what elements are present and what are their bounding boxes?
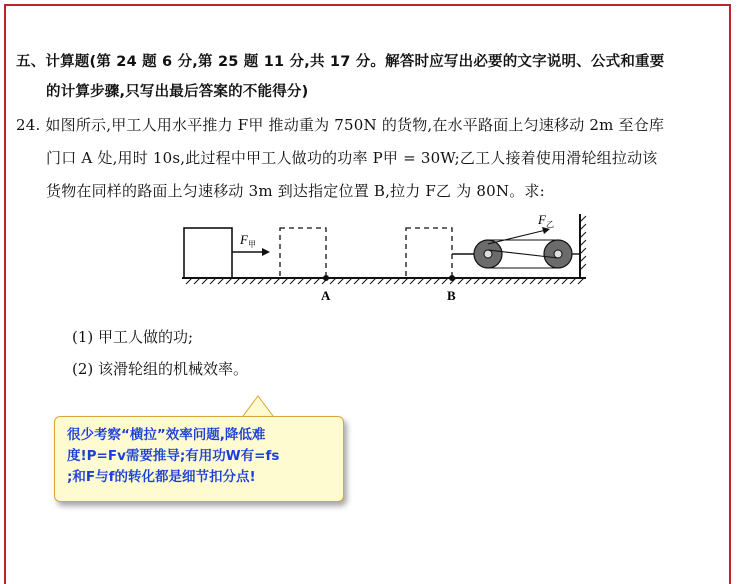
point-b-label: B <box>447 288 456 303</box>
question-1: (1) 甲工人做的功; <box>72 328 194 346</box>
problem-line-2: 门口 A 处,用时 10s,此过程中甲工人做功的功率 P甲 = 30W;乙工人接着使用滑轮组拉动该 <box>46 149 658 167</box>
question-2: (2) 该滑轮组的机械效率。 <box>72 360 249 378</box>
force-label-b: $F_乙$ <box>538 212 554 229</box>
fixed-pulley-axle <box>554 250 562 258</box>
dashed-box-a <box>280 228 326 278</box>
dashed-box-b <box>406 228 452 278</box>
problem-line-3: 货物在同样的路面上匀速移动 3m 到达指定位置 B,拉力 F乙 为 80N。求: <box>46 182 545 200</box>
note-line-1: 很少考察“横拉”效率问题,降低难 <box>67 427 266 443</box>
cargo-box <box>184 228 232 278</box>
problem-line-1: 24. 如图所示,甲工人用水平推力 F甲 推动重为 750N 的货物,在水平路面上匀速移动 2m 至仓库 <box>16 116 665 134</box>
section-heading-line-2: 的计算步骤,只写出最后答案的不能得分) <box>46 84 309 100</box>
moving-pulley-axle <box>484 250 492 258</box>
point-a-dot <box>323 275 329 281</box>
note-line-3: ;和F与f的转化都是细节扣分点! <box>67 469 256 485</box>
force-label-a: $F_甲$ <box>240 232 256 249</box>
point-a-label: A <box>321 288 331 303</box>
physics-diagram <box>178 208 598 308</box>
annotation-note <box>54 416 344 502</box>
section-heading-line-1: 五、计算题(第 24 题 6 分,第 25 题 11 分,共 17 分。解答时应写出必要的文字说明、公式和重要 <box>16 54 665 70</box>
note-line-2: 度!P=Fv需要推导;有用功W有=fs <box>67 448 280 464</box>
point-b-dot <box>449 275 455 281</box>
force-arrow-a-head <box>262 248 270 256</box>
